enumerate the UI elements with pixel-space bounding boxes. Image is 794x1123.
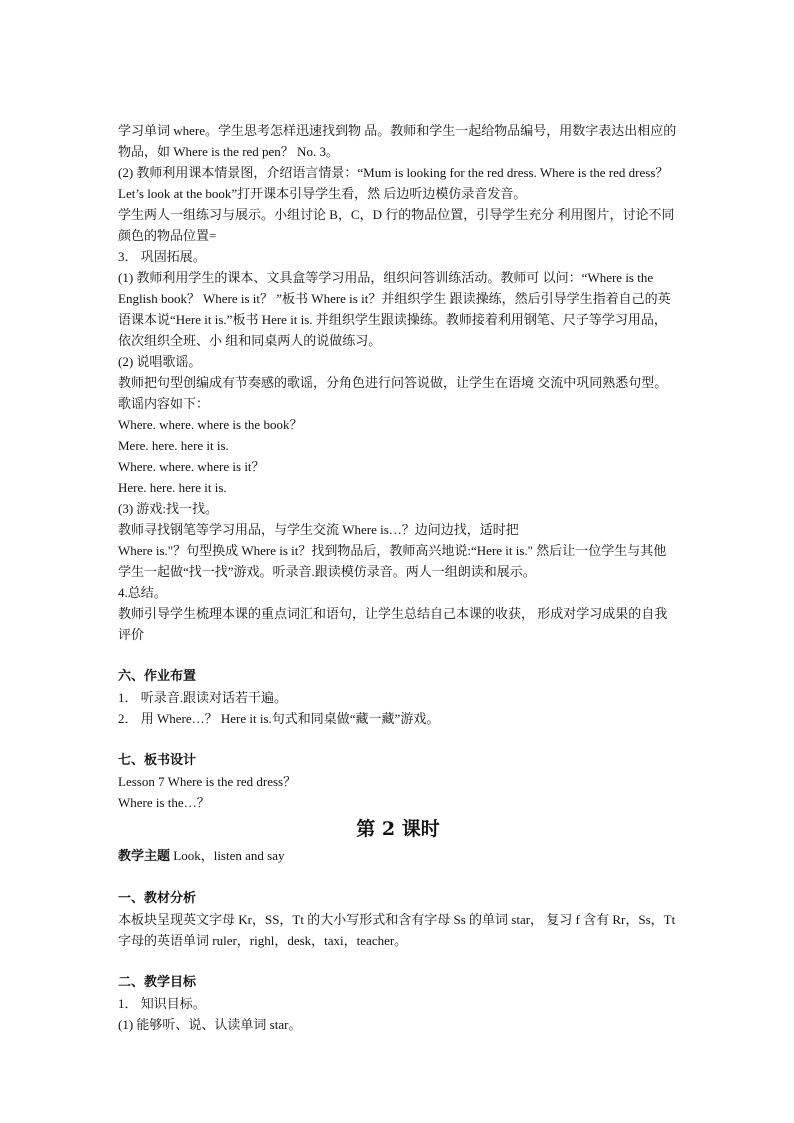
list-item: 1． 听录音.跟读对话若干遍。 [118,690,288,705]
board-line: Lesson 7 Where is the red dress？ [118,774,297,789]
document-page [118,120,678,1035]
paragraph: 教师寻找钢笔等学习用品，与学生交流 Where is…？边问边找，适时把 [118,522,519,537]
paragraph: 本板块呈现英文字母 Kr，SS，Tt 的大小写形式和含有字母 Ss 的单词 star， 复习 f 含有 Rr，Ss，Tt 字母的英语单词 ruler，righl，desk，taxi，teacher。 [118,912,676,948]
paragraph: 3． 巩固拓展。 [118,249,206,264]
list-item: 1． 知识目标。 [118,996,206,1011]
paragraph: (1) 教师利用学生的课本、文具盒等学习用品，组织问答训练活动。教师可 以问：“Where is the English book？ Where is it？ ”板书 Where is it？并组织学生 跟读操练，然后引导学生指着自己的英语课本说“Here it is.”板书 Here it is. 并组织学生跟读操练。教师接着利用钢笔、尺子等学习用品，依次组织全班、小 组和同桌两人的说做练习。 [118,270,671,348]
list-item: (1) 能够听、说、认读单词 star。 [118,1017,302,1032]
paragraph: 教师把句型创编成有节奏感的歌谣，分角色进行问答说做，让学生在语境 交流中巩同熟悉句型。歌谣内容如下： [118,375,668,411]
section-heading-goals: 二、教学目标 [118,975,197,990]
board-line: Where is the…？ [118,795,210,810]
song-line: Where. where. where is the book？ [118,417,303,432]
song-line: Where. where. where is it？ [118,459,265,474]
paragraph: 教师引导学生梳理本课的重点词汇和语句，让学生总结自己本课的收获， 形成对学习成果的自我评价 [118,606,668,642]
song-line: Here. here. here it is. [118,480,227,495]
paragraph: (2) 教师利用课本情景图，介绍语言情景：“Mum is looking for the red dress. Where is the red dress？ Let’s look at the book”打开课本引导学生看，然 后边听边模仿录音发音。 [118,165,669,201]
song-line: Mere. here. here it is. [118,438,229,453]
paragraph: (3) 游戏:找一找。 [118,501,219,516]
list-item: 2． 用 Where…？ Here it is.句式和同桌做“藏一藏”游戏。 [118,711,440,726]
topic-line [118,845,678,867]
section-heading-homework: 六、作业布置 [118,669,197,684]
paragraph: 学习单词 where。学生思考怎样迅速找到物 品。教师和学生一起给物品编号，用数字表达出相应的物品，如 Where is the red pen？ No. 3。 [118,123,677,159]
song-lyrics [118,414,678,498]
section-heading-board: 七、板书设计 [118,753,197,768]
paragraph: (2) 说唱歌谣。 [118,354,202,369]
lesson-title: 第 2 课时 [356,818,440,840]
topic-label: 教学主题 [118,849,171,864]
paragraph: 4.总结。 [118,585,167,600]
section-heading-analysis: 一、教材分析 [118,891,197,906]
paragraph: Where is."？句型换成 Where is it？找到物品后，教师高兴地说:“Here it is." 然后让一位学生与其他学生一起做“找一找”游戏。听录音.跟读模仿录音。两人一组朗读和展示。 [118,543,667,579]
topic-value: Look，listen and say [170,848,285,863]
paragraph: 学生两人一组练习与展示。小组讨论 B，C，D 行的物品位置，引导学生充分 利用图片，讨论不同颜色的物品位置= [118,207,675,243]
